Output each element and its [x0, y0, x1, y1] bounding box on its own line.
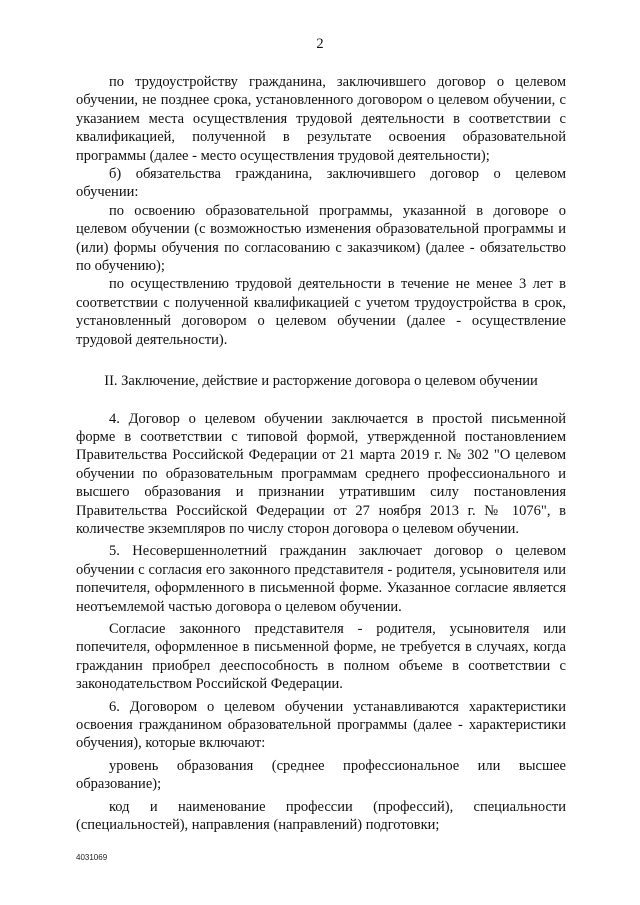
document-body — [76, 73, 566, 834]
paragraph-clause-6: 6. Договором о целевом обучении устанавливаются характеристики освоения гражданином образовательной программы (далее - характеристики обучения), которые включают: — [76, 698, 566, 752]
paragraph-citizen-obligations: б) обязательства гражданина, заключившего договор о целевом обучении: — [76, 166, 566, 201]
paragraph-employment-deadline: по трудоустройству гражданина, заключившего договор о целевом обучении, не позднее срока, установленного договором о целевом обучении, с указанием места осуществления трудовой деятельности в соответствии с квалификацией, полученной в результате освоения образовательной программы (далее - место осуществления трудовой деятельности); — [76, 74, 566, 164]
section-heading: II. Заключение, действие и расторжение договора о целевом обучении — [104, 373, 538, 390]
paragraph-clause-4: 4. Договор о целевом обучении заключается в простой письменной форме в соответствии с типовой формой, утвержденной постановлением Правительства Российской Федерации от 21 марта 2019 г. № 302 "О целевом обучении по образовательным программам среднего профессионального и высшего образования и признании утратившим силу постановления Правительства Российской Федерации от 27 ноября 2013 г. № 1076", в количестве экземпляров по числу сторон договора о целевом обучении. — [76, 410, 566, 537]
document-code: 4031069 — [76, 853, 108, 862]
paragraph-clause-5: 5. Несовершеннолетний гражданин заключает договор о целевом обучении с согласия его законного представителя - родителя, усыновителя или попечителя, оформленного в письменной форме. Указанное согласие является неотъемлемой частью договора о целевом обучении. — [76, 543, 566, 615]
paragraph-work-obligation: по осуществлению трудовой деятельности в течение не менее 3 лет в соответствии с полученной квалификацией с учетом трудоустройства в срок, установленный договором о целевом обучении (далее - осуществление трудовой деятельности). — [76, 276, 566, 348]
paragraph-study-obligation: по освоению образовательной программы, указанной в договоре о целевом обучении (с возможностью изменения образовательной программы и (или) формы обучения по согласованию с заказчиком) (далее - обязательство по обучению); — [76, 202, 566, 275]
paragraph-education-level: уровень образования (среднее профессиональное или высшее образование); — [76, 757, 566, 793]
paragraph-consent-exception: Согласие законного представителя - родителя, усыновителя или попечителя, оформленное в письменной форме, не требуется в случаях, когда гражданин приобрел дееспособность в полном объеме в соответствии с законодательством Российской Федерации. — [76, 620, 566, 693]
page-number: 2 — [316, 36, 324, 52]
paragraph-profession-code: код и наименование профессии (профессий), специальности (специальностей), направления (направлений) подготовки; — [76, 798, 566, 834]
